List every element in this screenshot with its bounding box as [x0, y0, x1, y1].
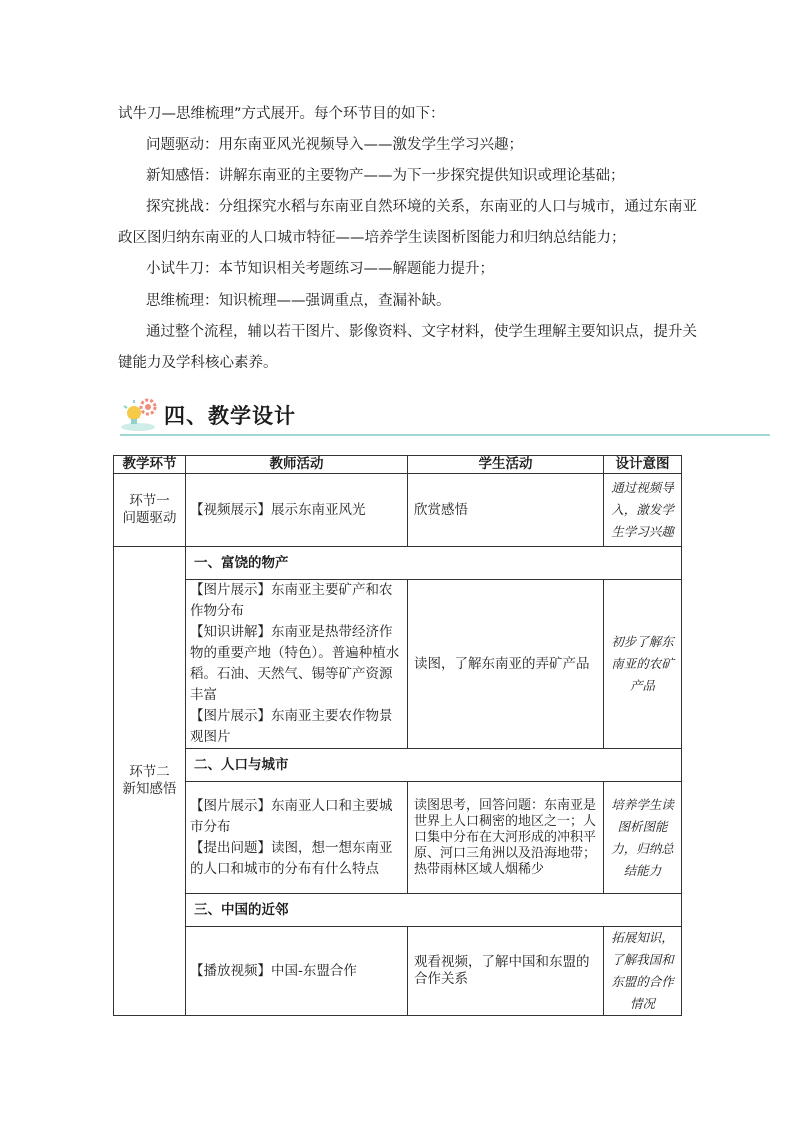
section-title: 四、教学设计 [164, 404, 296, 428]
subsection-title: 二、人口与城市 [186, 749, 682, 782]
student-activity: 读图思考，回答问题：东南亚是世界上人口稠密的地区之一；人口集中分布在大河形成的冲积平原、河口三角洲以及沿海地带；热带雨林区域人烟稀少 [408, 782, 604, 894]
student-activity: 观看视频，了解中国和东盟的合作关系 [408, 927, 604, 1016]
table-row [114, 749, 682, 782]
table-row [114, 782, 682, 894]
intro-item: 通过整个流程，辅以若干图片、影像资料、文字材料，使学生理解主要知识点，提升关 [146, 324, 697, 340]
intro-item: 键能力及学科核心素养。 [118, 355, 278, 371]
design-intent: 通过视频导入，激发学生学习兴趣 [604, 474, 682, 547]
teacher-activity: 【图片展示】东南亚主要矿产和农作物分布 【知识讲解】东南亚是热带经济作物的重要产地（特色）。普遍种植水稻。石油、天然气、锡等矿产资源丰富 【图片展示】东南亚主要农作物景观图片 [186, 580, 408, 749]
design-intent: 培养学生读图析图能力，归纳总结能力 [604, 782, 682, 894]
design-intent: 初步了解东南亚的农矿产品 [604, 580, 682, 749]
gear-lightbulb-icon [120, 396, 160, 432]
teacher-activity: 【图片展示】东南亚人口和主要城市分布 【提出问题】读图，想一想东南亚的人口和城市的分布有什么特点 [186, 782, 408, 894]
stage-name: 环节一 [129, 493, 170, 509]
table-row [114, 547, 682, 580]
student-activity: 欣赏感悟 [408, 474, 604, 547]
table-row [114, 894, 682, 927]
intro-item: 新知感悟：讲解东南亚的主要物产——为下一步探究提供知识或理论基础； [146, 168, 625, 184]
stage-name: 环节二 [129, 764, 170, 780]
teacher-activity: 【视频展示】展示东南亚风光 [186, 474, 408, 547]
table-row [114, 580, 682, 749]
table-header-row [114, 456, 682, 474]
intro-line-1: 试牛刀—思维梳理”方式展开。每个环节目的如下： [118, 106, 445, 122]
table-row [114, 927, 682, 1016]
subsection-title: 一、富饶的物产 [186, 547, 682, 580]
stage-name: 新知感悟 [122, 781, 177, 797]
intro-item: 思维梳理：知识梳理——强调重点，查漏补缺。 [146, 293, 451, 309]
header-cell: 学生活动 [408, 456, 604, 474]
intro-item: 政区图归纳东南亚的人口城市特征——培养学生读图析图能力和归纳总结能力； [118, 230, 626, 246]
stage-cell [114, 474, 186, 547]
stage-name: 问题驱动 [122, 510, 177, 526]
intro-item: 探究挑战：分组探究水稻与东南亚自然环境的关系，东南亚的人口与城市，通过东南亚 [146, 199, 697, 215]
section-heading [120, 392, 770, 436]
section-divider [120, 434, 770, 436]
stage-cell [114, 547, 186, 1016]
subsection-title: 三、中国的近邻 [186, 894, 682, 927]
header-cell: 教学环节 [114, 456, 186, 474]
intro-item: 问题驱动：用东南亚风光视频导入——激发学生学习兴趣； [146, 137, 523, 153]
intro-item: 小试牛刀：本节知识相关考题练习——解题能力提升； [146, 261, 494, 277]
header-cell: 教师活动 [186, 456, 408, 474]
table-row [114, 474, 682, 547]
design-intent: 拓展知识，了解我国和东盟的合作情况 [604, 927, 682, 1016]
teacher-activity: 【播放视频】中国-东盟合作 [186, 927, 408, 1016]
lesson-design-table [113, 455, 682, 1016]
header-cell: 设计意图 [604, 456, 682, 474]
student-activity: 读图，了解东南亚的弄矿产品 [408, 580, 604, 749]
